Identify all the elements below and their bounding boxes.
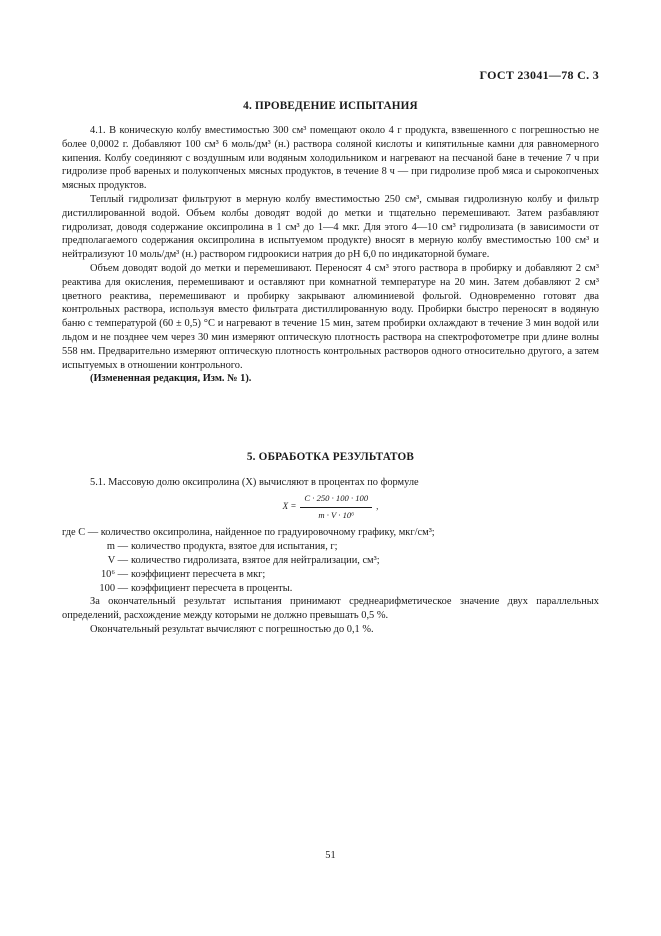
definition-text: количество продукта, взятое для испытания, г;	[131, 541, 338, 553]
formula	[62, 492, 599, 523]
definition-symbol: 100 —	[99, 582, 128, 594]
section-4-title: 4. ПРОВЕДЕНИЕ ИСПЫТАНИЯ	[243, 100, 418, 112]
page-number: 51	[325, 850, 336, 861]
definition-text: коэффициент пересчета в проценты.	[131, 582, 293, 594]
formula-fraction	[300, 492, 372, 523]
formula-definitions	[62, 526, 599, 595]
section-5-body	[62, 476, 599, 637]
definition-row	[62, 582, 599, 596]
paragraph-5-1: 5.1. Массовую долю оксипролина (X) вычисляют в процентах по формуле	[90, 477, 419, 488]
paragraph-precision: Окончательный результат вычисляют с погрешностью до 0,1 %.	[90, 623, 374, 635]
paragraph-final-result: За окончательный результат испытания принимают среднеарифметическое значение двух параллельных определений, расхождение между которыми не должно превышать 0,5 %.	[62, 596, 599, 622]
definition-text: количество оксипролина, найденное по градуировочному графику, мкг/см³;	[100, 527, 435, 539]
definition-symbol: m —	[106, 541, 128, 553]
formula-tail: ,	[376, 501, 379, 512]
section-4-body	[62, 124, 599, 386]
paragraph-measurement: Объем доводят водой до метки и перемешивают. Переносят 4 см³ этого раствора в пробирку и добавляют 2 см³ реактива для окисления, перемешивают и оставляют при комнатной температуре на 20 мин. Затем добавляют 2 см³ цветного реактива, перемешивают и пробирку закрывают алюминиевой фольгой. Одновременно готовят два контрольных раствора, используя вместо фильтрата дистиллированную воду. Пробирки быстро переносят в водяную баню с температурой (60 ± 0,5) °С и нагревают в течение 15 мин, затем пробирки охлаждают в течение 3 мин водой или льдом и не позднее чем через 30 мин измеряют оптическую плотность раствора на спектрофотометре при длине волны 558 нм. Предварительно измеряют оптическую плотность контрольных растворов одного относительно другого, а затем испытуемых в отношении контрольного.	[62, 262, 599, 371]
paragraph-4-1: 4.1. В коническую колбу вместимостью 300 см³ помещают около 4 г продукта, взвешенного с погрешностью не более 0,0002 г. Добавляют 100 см³ 6 моль/дм³ (н.) раствора соляной кислоты и кипятильные камни для равномерного кипения. Колбу соединяют с воздушным или водяным холодильником и нагревают на песчаной бане в течение 7 ч при гидролизе проб вареных и полукопченых мясных продуктов, в течение 8 ч — при гидролизе проб мяса и сырокопченых мясных продуктов.	[62, 125, 599, 192]
formula-lhs: X =	[282, 501, 297, 512]
definition-row	[62, 554, 599, 568]
definition-row	[62, 540, 599, 554]
definition-symbol: V —	[107, 554, 128, 566]
definition-text: коэффициент пересчета в мкг;	[131, 568, 266, 580]
definition-row	[62, 526, 599, 540]
section-5-title: 5. ОБРАБОТКА РЕЗУЛЬТАТОВ	[246, 451, 415, 463]
definition-symbol: где C —	[62, 527, 99, 539]
formula-numerator: C · 250 · 100 · 100	[300, 492, 372, 508]
amendment-note: (Измененная редакция, Изм. № 1).	[90, 373, 252, 385]
definition-row	[62, 568, 599, 582]
paragraph-filtration: Теплый гидролизат фильтруют в мерную колбу вместимостью 250 см³, смывая гидролизную колбу и фильтр дистиллированной водой. Объем колбы доводят водой до метки и тщательно перемешивают. Затем разбавляют гидролизат, доводя содержание оксипролина в 1 см³ до 1—4 мкг. Для этого 4—10 см³ гидролизата (в зависимости от предполагаемого содержания оксипролина в испытуемом продукте) вносят в мерную колбу вместимостью 100 см³ и нейтрализуют 10 моль/дм³ (н.) раствором гидроокиси натрия до рН 6,0 по индикаторной бумаге.	[62, 193, 599, 261]
page-header: ГОСТ 23041—78 С. 3	[479, 68, 599, 82]
definition-symbol: 10⁶ —	[100, 568, 128, 580]
definition-text: количество гидролизата, взятое для нейтрализации, см³;	[131, 554, 380, 566]
formula-denominator: m · V · 10⁶	[318, 509, 355, 520]
